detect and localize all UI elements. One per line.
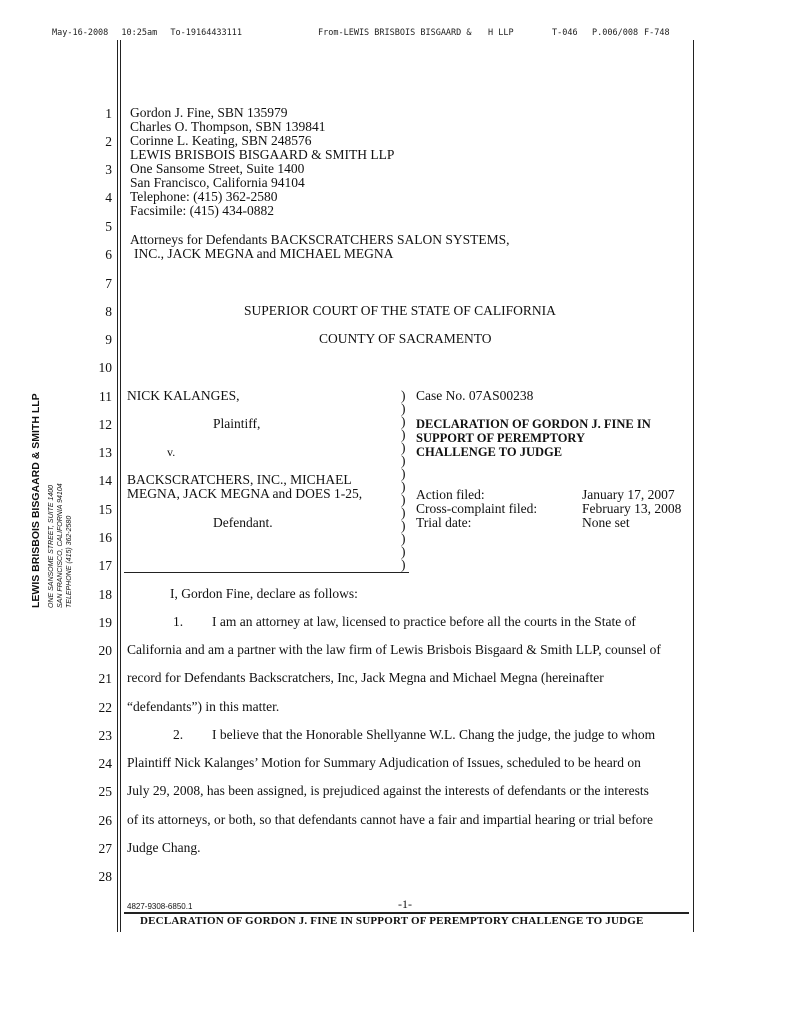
line-number: 27 — [98, 841, 112, 856]
paragraph-2-line: Judge Chang. — [127, 840, 201, 855]
versus: v. — [167, 445, 176, 459]
line-number: 7 — [105, 276, 112, 291]
line-number: 5 — [105, 219, 112, 234]
line-number: 8 — [105, 304, 112, 319]
date-value-cross: February 13, 2008 — [582, 501, 682, 516]
attorney-line: Gordon J. Fine, SBN 135979 — [130, 105, 288, 120]
firm-phone: TELEPHONE (415) 362-2580 — [66, 515, 73, 608]
line-number: 10 — [98, 360, 112, 375]
right-margin-rule — [693, 40, 694, 932]
line-number: 19 — [98, 615, 112, 630]
attorney-line: One Sansome Street, Suite 1400 — [130, 161, 305, 176]
left-margin-rule-outer — [117, 40, 118, 932]
doc-title-line1: DECLARATION OF GORDON J. FINE IN — [416, 417, 651, 431]
footer-title: DECLARATION OF GORDON J. FINE IN SUPPORT OF PEREMPTORY CHALLENGE TO JUDGE — [140, 915, 644, 927]
fax-time: 10:25am — [121, 28, 158, 38]
paragraph-2-line: I believe that the Honorable Shellyanne W.L. Chang the judge, the judge to whom — [212, 727, 656, 742]
attorneys-for-line2: INC., JACK MEGNA and MICHAEL MEGNA — [134, 246, 394, 261]
attorney-line: LEWIS BRISBOIS BISGAARD & SMITH LLP — [130, 147, 395, 162]
court-name: SUPERIOR COURT OF THE STATE OF CALIFORNIA — [244, 303, 556, 318]
attorney-line: Corinne L. Keating, SBN 248576 — [130, 133, 312, 148]
paragraph-2-line: of its attorneys, or both, so that defendants cannot have a fair and impartial hearing or trial before — [127, 812, 653, 827]
footer-page-number: -1- — [398, 897, 412, 911]
line-number: 2 — [105, 134, 112, 149]
plaintiff-name: NICK KALANGES, — [127, 388, 240, 403]
doc-title-line2: SUPPORT OF PEREMPTORY — [416, 431, 586, 445]
fax-from: From-LEWIS BRISBOIS BISGAARD & — [318, 28, 472, 38]
line-number: 21 — [98, 671, 112, 686]
line-number: 4 — [105, 190, 112, 205]
defendants-line1: BACKSCRATCHERS, INC., MICHAEL — [127, 472, 352, 487]
paragraph-2-number: 2. — [173, 727, 184, 742]
paragraph-2-line: Plaintiff Nick Kalanges’ Motion for Summary Adjudication of Issues, scheduled to be heard on — [127, 755, 641, 770]
paragraph-1-line: “defendants”) in this matter. — [127, 699, 280, 714]
line-number: 20 — [98, 643, 112, 658]
paragraph-1-line: record for Defendants Backscratchers, Inc, Jack Megna and Michael Megna (hereinafter — [127, 670, 604, 685]
line-number: 17 — [98, 558, 112, 573]
line-number: 3 — [105, 162, 112, 177]
line-number: 6 — [105, 247, 112, 262]
footer-doc-id: 4827-9308-6850.1 — [127, 902, 193, 911]
line-number: 25 — [98, 784, 112, 799]
attorney-line: Charles O. Thompson, SBN 139841 — [130, 119, 326, 134]
defendant-role: Defendant. — [213, 515, 273, 530]
attorney-line: Facsimile: (415) 434-0882 — [130, 203, 274, 218]
line-number: 28 — [98, 869, 112, 884]
date-value-trial: None set — [582, 515, 630, 530]
attorney-line: San Francisco, California 94104 — [130, 175, 305, 190]
firm-address-line2: SAN FRANCISCO, CALIFORNIA 94104 — [57, 483, 64, 608]
date-label-action: Action filed: — [416, 487, 485, 502]
paragraph-1-line: California and am a partner with the law firm of Lewis Brisbois Bisgaard & Smith LLP, counsel of — [127, 642, 661, 657]
fax-header — [52, 28, 692, 38]
line-number: 16 — [98, 530, 112, 545]
fax-date: May-16-2008 — [52, 28, 109, 38]
fax-page: P.006/008 — [592, 28, 639, 38]
declaration-intro: I, Gordon Fine, declare as follows: — [170, 586, 358, 601]
line-number: 26 — [98, 813, 112, 828]
fax-to: To-19164433111 — [170, 28, 243, 38]
plaintiff-role: Plaintiff, — [213, 416, 261, 431]
paragraph-1-number: 1. — [173, 614, 184, 629]
firm-name: LEWIS BRISBOIS BISGAARD & SMITH LLP — [30, 393, 42, 608]
firm-address-line1: ONE SANSOME STREET, SUITE 1400 — [48, 484, 55, 608]
line-number: 18 — [98, 587, 112, 602]
line-number: 9 — [105, 332, 112, 347]
date-value-action: January 17, 2007 — [582, 487, 675, 502]
fax-from-suffix: H LLP — [488, 28, 514, 38]
court-county: COUNTY OF SACRAMENTO — [319, 331, 492, 346]
firm-sidebar — [30, 393, 74, 608]
fax-form: F-748 — [644, 28, 670, 38]
line-number: 15 — [98, 502, 112, 517]
line-number: 24 — [98, 756, 112, 771]
line-number: 13 — [98, 445, 112, 460]
line-number: 1 — [105, 106, 112, 121]
fax-transmission: T-046 — [552, 28, 578, 38]
paragraph-2-line: July 29, 2008, has been assigned, is prejudiced against the interests of defendants or the interests — [127, 783, 649, 798]
case-number: Case No. 07AS00238 — [416, 388, 534, 403]
line-number: 11 — [99, 389, 112, 404]
line-number: 23 — [98, 728, 112, 743]
line-number: 12 — [98, 417, 112, 432]
left-margin-rule-inner — [120, 40, 121, 932]
caption-underline — [124, 572, 409, 573]
attorneys-for-line1: Attorneys for Defendants BACKSCRATCHERS SALON SYSTEMS, — [130, 232, 510, 247]
attorney-line: Telephone: (415) 362-2580 — [130, 189, 278, 204]
caption-parentheses: ) ) ) ) ) ) ) ) ) ) ) ) ) ) — [401, 388, 406, 572]
defendants-line2: MEGNA, JACK MEGNA and DOES 1-25, — [127, 486, 363, 501]
line-number: 14 — [98, 473, 112, 488]
line-number: 22 — [98, 700, 112, 715]
date-label-cross: Cross-complaint filed: — [416, 501, 538, 516]
doc-title-line3: CHALLENGE TO JUDGE — [416, 445, 563, 459]
paragraph-1-line: I am an attorney at law, licensed to practice before all the courts in the State of — [212, 614, 636, 629]
date-label-trial: Trial date: — [416, 515, 472, 530]
